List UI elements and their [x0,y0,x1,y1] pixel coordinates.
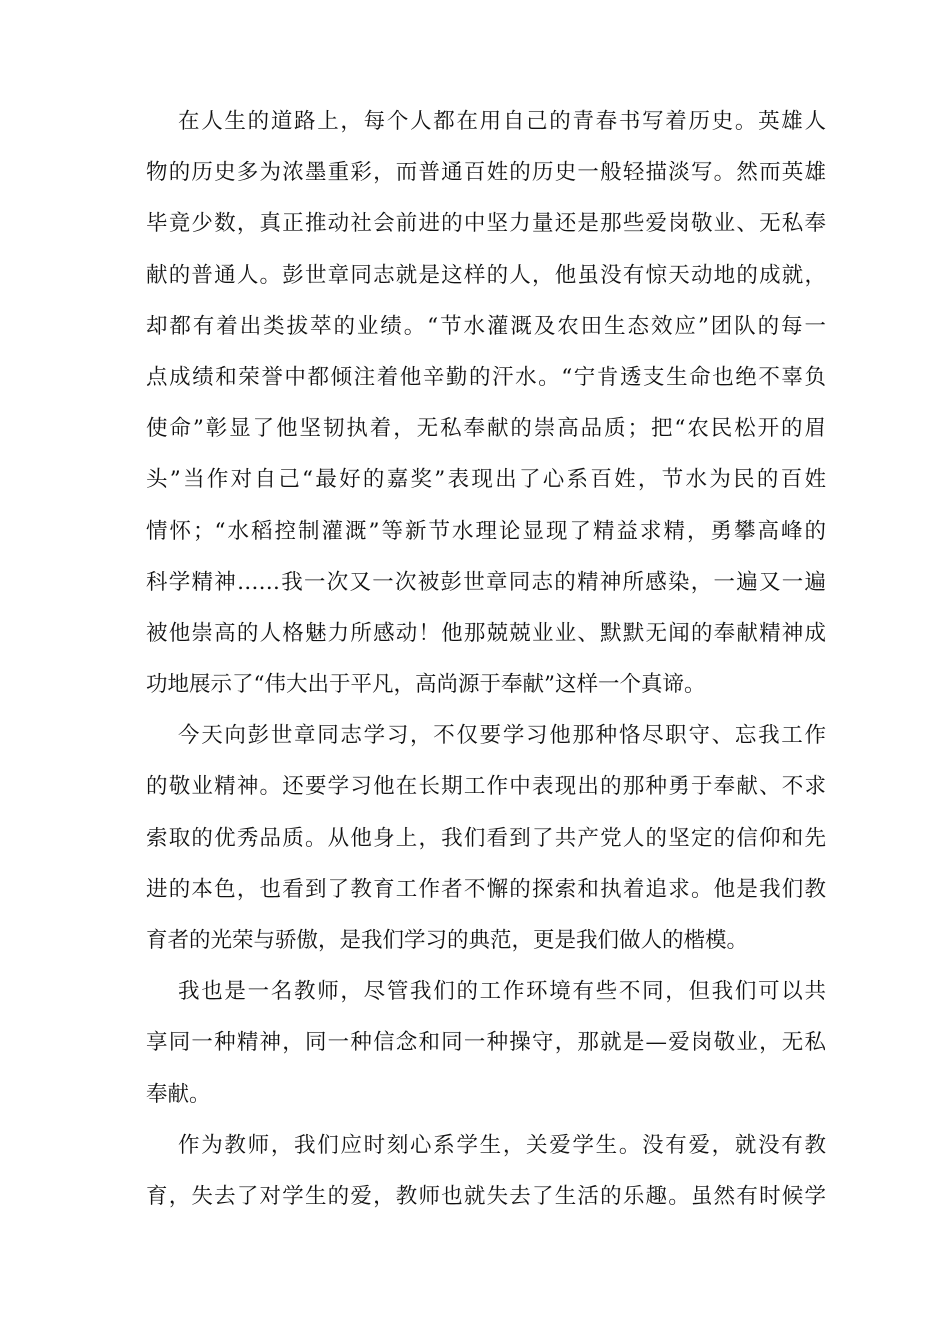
paragraph-1-line-5: 却都有着出类拔萃的业绩。“节水灌溉及农田生态效应”团队的每一 [146,313,826,339]
paragraph-4-line-1: 作为教师，我们应时刻心系学生，关爱学生。没有爱，就没有教 [178,1132,826,1158]
paragraph-2-line-1: 今天向彭世章同志学习，不仅要学习他那种恪尽职守、忘我工作 [178,723,826,749]
paragraph-1-line-6: 点成绩和荣誉中都倾注着他辛勤的汗水。“宁肯透支生命也绝不辜负 [146,364,826,390]
paragraph-1-line-2: 物的历史多为浓墨重彩，而普通百姓的历史一般轻描淡写。然而英雄 [146,160,826,186]
paragraph-2-line-4: 进的本色，也看到了教育工作者不懈的探索和执着追求。他是我们教 [146,876,826,902]
paragraph-1-line-9: 情怀；“水稻控制灌溉”等新节水理论显现了精益求精，勇攀高峰的 [146,518,826,544]
paragraph-1-line-8: 头”当作对自己“最好的嘉奖”表现出了心系百姓，节水为民的百姓 [146,467,826,493]
paragraph-1-line-11: 被他崇高的人格魅力所感动！他那兢兢业业、默默无闻的奉献精神成 [146,620,826,646]
paragraph-1-line-10: 科学精神……我一次又一次被彭世章同志的精神所感染，一遍又一遍 [146,569,826,595]
paragraph-1-line-12: 功地展示了“伟大出于平凡，高尚源于奉献”这样一个真谛。 [146,672,706,698]
paragraph-1-line-7: 使命”彰显了他坚韧执着，无私奉献的崇高品质；把“农民松开的眉 [146,416,826,442]
paragraph-3-line-2: 享同一种精神，同一种信念和同一种操守，那就是—爱岗敬业，无私 [146,1030,826,1056]
paragraph-4-line-2: 育，失去了对学生的爱，教师也就失去了生活的乐趣。虽然有时候学 [146,1183,826,1209]
paragraph-1-line-1: 在人生的道路上，每个人都在用自己的青春书写着历史。英雄人 [178,109,826,134]
paragraph-3-line-3: 奉献。 [146,1081,211,1107]
paragraph-1-line-3: 毕竟少数，真正推动社会前进的中坚力量还是那些爱岗敬业、无私奉 [146,211,826,237]
paragraph-2-line-5: 育者的光荣与骄傲，是我们学习的典范，更是我们做人的楷模。 [146,928,749,953]
paragraph-3-line-1: 我也是一名教师，尽管我们的工作环境有些不同，但我们可以共 [178,979,826,1005]
paragraph-2-line-2: 的敬业精神。还要学习他在长期工作中表现出的那种勇于奉献、不求 [146,774,826,800]
paragraph-1-line-4: 献的普通人。彭世章同志就是这样的人，他虽没有惊天动地的成就， [146,262,826,288]
document-body [146,99,826,1225]
paragraph-2-line-3: 索取的优秀品质。从他身上，我们看到了共产党人的坚定的信仰和先 [146,825,826,851]
